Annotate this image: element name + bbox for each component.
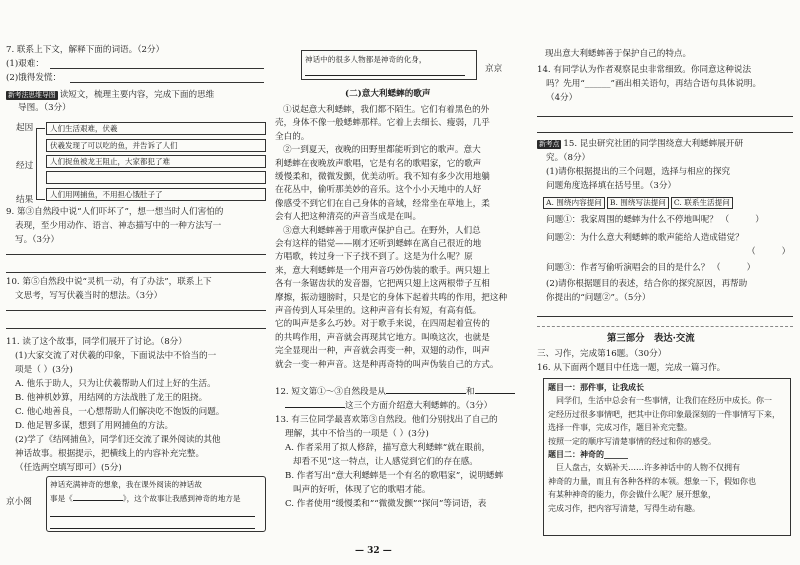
q16-topic-2: 题目二：神奇的______ [548,449,628,460]
q16-topic-1: 题目一：那件事，让我成长 [548,382,644,392]
q9-l2: 表现，至少用动作、语言、神态描写中的一种方法写一 [15,221,222,231]
q14-l2: 吗？先用“______”画出相关语句，再结合语句具体说明。 [546,79,762,89]
q15-question-3: 问题③：作者写偷听演唱会的目的是什么？ （ ） [546,263,756,273]
q8-tag: 新考法思维导图 [8,91,56,99]
q8-title-line: 新考法思维导图 读短文，梳理主要内容，完成下面的思维 [8,90,215,100]
q11-option-c[interactable]: C. 他心地善良，一心想帮助人们解决吃不饱饭的问题。 [15,407,225,417]
q14-l3: （4分） [546,93,578,103]
q16-title: 16. 从下面两个题目中任选一题，完成一篇习作。 [537,363,726,373]
q13-l2: 理解，其中不恰当的一项是（ ）(3分) [285,429,429,439]
passage-line: 来，意大利蟋蟀是一个用声音巧妙伪装的歌手。两只翅上 [275,265,490,276]
page-number: — 32 — [355,546,392,556]
passage-line: 就会一变一种声音。这是种再奇特的叫声伪装自己的方式。 [275,359,499,370]
right-column [537,0,795,565]
q15-answer-line-1[interactable] [537,316,793,317]
q11-l6: （任选两空填写即可）(5分) [15,463,122,473]
passage-line: 全白的。 [275,131,310,142]
q11-l5: 神话故事。根据提示，把横线上的内容补充完整。 [15,449,205,459]
q12-line-1: 12. 短文第①～③自然段是从 和 [275,384,515,399]
mindmap-brace [36,128,45,200]
q15-l5: (2)请你根据题目的表述，结合你的探究原因，再帮助 [546,279,748,289]
left-column [6,0,268,565]
q11-option-a[interactable]: A. 他乐于助人，只为让伏羲帮助人们过上好的生活。 [15,379,216,389]
q13-option-b1[interactable]: B. 作者写出“意大利蟋蟀是一个有名的歌唱家”，说明蟋蟀 [285,471,504,481]
q11-l4: (2)学了《结网捕鱼》，同学们还交流了课外阅读的其他 [15,435,221,445]
q15-question-2-paren: （ ） [747,247,791,257]
q13-l1: 13. 有三位同学最喜欢第③自然段。他们分别找出了自己的 [275,415,498,425]
passage-title: (二)意大利蟋蟀的歌声 [345,89,431,99]
q14-answer-line-1[interactable] [537,116,793,117]
q7-b: (2)饿得发慌： [6,73,62,83]
q11-option-b[interactable]: B. 他神机妙算，用结网的方法战胜了龙王的阻挠。 [15,393,208,403]
q15-option-c: C. 联系生活提问 [671,197,733,209]
q11-l3: 项是（ ）(3分) [15,365,73,375]
passage-line: 完全显现出一种，声音就会再变一种，双翅的动作，叫声 [275,346,490,357]
mindmap-box-3: 人们捉鱼被龙王阻止，大家都犯了难 [46,155,266,168]
q7-a: (1)艰难： [6,59,44,69]
mindmap-box-4[interactable] [46,171,266,184]
q14-l1: 14. 有同学认为作者观察昆虫非常细致。你同意这种说法 [537,65,752,75]
q8-title2: 导图。（3分） [18,103,71,113]
middle-top-bubble: 神话中的很多人物都是神奇的化身， [301,50,477,80]
q13-option-a2: 却看不见”这一特点，让人感觉到它们的存在感。 [293,457,478,467]
q11-l2: (1)大家交流了对伏羲的印象，下面说法中不恰当的一 [15,351,217,361]
part3-title: 第三部分 表达·交流 [607,333,695,344]
q13-option-c1[interactable]: C. 作者使用“缓慢柔和”“微微发颤”“探问”等词语，表 [285,499,487,509]
q12-line-2: 这三个方面介绍意大利蟋蟀的。（3分） [285,398,492,413]
passage-line: 声音传到人耳朵里的。这种声音有长有短，有高有低。 [275,306,482,316]
passage-line: 在花丛中，偷听那美妙的音乐。这个小小天地中的人好 [275,185,482,196]
passage-line: 的共鸣作用，声音就会再现其它地方。叫唤这次，也就是 [275,332,490,343]
q11-l1: 11. 读了这个故事，同学们展开了讨论。（8分） [6,337,187,347]
q14-answer-line-2[interactable] [537,132,793,133]
passage-line: ②一到夏天，夜晚的田野里都能听到它的歌声。意大 [283,145,481,156]
q7-b-answer-line[interactable] [70,82,264,83]
section-divider [537,326,793,327]
q9-l3: 写。（3分） [15,235,60,245]
passage-line: 壳，身体不像一般蟋蟀那样。它着上去细长、瘦弱，几乎 [275,118,490,129]
q16-prompt-box: 题目一：那件事，让我成长 同学们，生活中总会有一些事情，让我们在经历中成长。你一 定经历过很多事情吧，把其中让你印象最深刻的一件事情写下来， 选择一件事，完成习作，题目补充完整。 按照一定的顺序写清楚事情的经过和你的感受。 题目二：神奇的______ 巨人盘古，女娲补天……许多神话中的人物不仅拥有 神奇的力量，而且有各种各样的本领。想象一下，假如你也 有某种神奇的能力，你会做什么呢？展开想象， 完成习作，把内容写清楚，写得生动有趣。 [543,378,791,536]
passage-line: 会有人把这种清亮的声音当成是在叫。 [275,212,422,223]
q10-l1: 10. 第⑤自然段中说“灵机一动，有了办法”，联系上下 [6,277,212,287]
q11-option-d[interactable]: D. 他足智多谋，想到了用网捕鱼的方法。 [15,421,174,431]
mindmap-label-end: 结果 [16,195,34,205]
mindmap-box-1: 人们生活艰难，伏羲 [46,122,266,135]
mindmap-box-5: 人们用网捕鱼，不用担心饿肚子了 [46,188,266,201]
mindmap-label-start: 起因 [16,123,34,133]
middle-top-bubble-line[interactable] [305,66,465,76]
passage-line: 会有这样的错觉——刚才还听到蟋蟀在离自己很近的地 [275,239,482,249]
q11-speech-bubble: 神话充满神奇的想象，我在课外阅读的神话故 事是《 》，这个故事让我感到神奇的地方是 [46,476,266,532]
q7-a-answer-line[interactable] [50,68,264,69]
q15-l1-line: 新考点 15. 昆虫研究社团的同学围绕意大利蟋蟀展开研 [539,139,744,149]
right-top-line: 现出意大利蟋蟀善于保护自己的特点。 [545,49,692,59]
q15-l6: 你提出的“问题②”。（5分） [546,293,651,303]
part3-subtitle: 三、习作，完成第16题。（30分） [537,349,667,359]
q9-answer-line-1[interactable] [6,254,266,255]
q15-question-1: 问题①：我家周围的蟋蟀为什么不停地叫呢？ （ ） [546,215,764,225]
mindmap-box-2: 伏羲发现了可以吃的鱼，并告诉了人们 [46,139,266,152]
mindmap-label-middle: 经过 [16,161,34,171]
q15-l2: 究。（8分） [546,153,591,163]
q15-question-2: 问题②：为什么意大利蟋蟀的歌声能给人造成错觉？ [546,233,744,243]
speaker-jingjing: 京京 [485,64,503,74]
q13-option-a1[interactable]: A. 作者采用了拟人修辞，描写意大利蟋蟀“就在眼前， [285,443,491,453]
q10-answer-line-1[interactable] [6,310,266,311]
q10-l2: 文思考，写写伏羲当时的想法。（3分） [15,291,163,301]
passage-line: 各有一条锯齿状的发音器，它把两只翅上这两根带子互相 [275,279,490,290]
q15-l3: (1)请你根据提出的三个问题，选择与相应的探究 [546,167,731,177]
middle-column [275,0,531,565]
speaker-jingxiaoge: 京小阁 [6,497,32,507]
q15-option-a: A. 围绕内容提问 [543,197,605,209]
q15-options [543,196,735,209]
q15-tag: 新考点 [539,140,560,148]
passage-line: 它的叫声是多么巧妙。对于歌手来说，在四周起着宣传的 [275,319,490,330]
passage-line: ①说起意大利蟋蟀，我们都不陌生。它们有着黑色的外 [283,105,490,115]
q15-l4: 问题角度选择填在括号里。（3分） [546,181,677,191]
q11-bubble-line-2[interactable] [50,519,255,529]
q9-l1: 9. 第③自然段中说“人们吓坏了”，想一想当时人们害怕的 [6,207,224,217]
passage-line: 方唱歌，转过身一下子找不到了。这是为什么呢？原 [275,252,473,263]
passage-line: 摩擦，振动翅膀时，只是它的身体下起着共鸣的作用，把这种 [275,292,508,303]
passage-line: 缓慢柔和，微微发颤，优美动听。我不知有多少次用地躺 [275,172,490,182]
q10-answer-line-2[interactable] [6,328,266,329]
passage-line: 像感受不到它们在自己身体的音域，经常坐在草地上，柔 [275,198,490,209]
passage-line: ③意大利蟋蟀善于用歌声保护自己。在野外，人们总 [283,225,481,236]
q15-option-b: B. 围绕写法提问 [607,197,669,209]
q11-bubble-line-1[interactable] [50,507,255,517]
q9-answer-line-2[interactable] [6,272,266,273]
q7-title: 7. 联系上下文，解释下面的词语。（2分） [6,45,165,55]
passage-line: 利蟋蟀在夜晚放声歌唱，它是有名的歌唱家，它的歌声 [275,158,482,169]
q13-option-b2: 叫声的好听，体现了它的歌唱才能。 [293,485,431,495]
